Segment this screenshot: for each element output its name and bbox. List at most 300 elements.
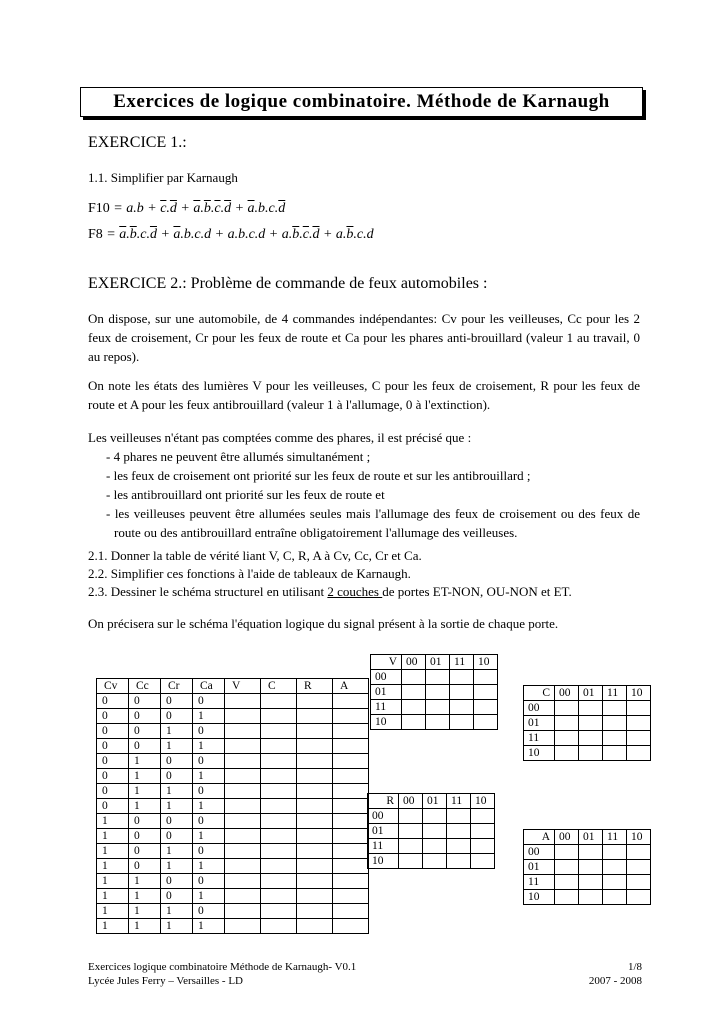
table-cell: 0 (97, 739, 129, 754)
table-cell[interactable] (261, 829, 297, 844)
table-cell[interactable] (225, 919, 261, 934)
kmap-title: A (524, 830, 555, 845)
kmap-cell[interactable] (450, 700, 474, 715)
table-cell: 0 (161, 814, 193, 829)
kmap-row (371, 715, 498, 730)
table-cell[interactable] (225, 739, 261, 754)
kmap-row-label: 11 (524, 731, 555, 746)
table-cell[interactable] (333, 709, 369, 724)
table-header-cell: Cr (161, 679, 193, 694)
kmap-column-label: 01 (579, 830, 603, 845)
table-cell: 0 (193, 874, 225, 889)
kmap-cell[interactable] (450, 685, 474, 700)
footer-school: Lycée Jules Ferry – Versailles - LD (88, 975, 243, 987)
table-cell: 0 (193, 694, 225, 709)
kmap-cell[interactable] (423, 854, 447, 869)
kmap-cell[interactable] (402, 685, 426, 700)
table-cell: 0 (129, 829, 161, 844)
kmap-cell[interactable] (399, 839, 423, 854)
karnaugh-map-r (367, 793, 495, 869)
kmap-cell[interactable] (603, 701, 627, 716)
table-cell: 0 (193, 754, 225, 769)
kmap-cell[interactable] (579, 716, 603, 731)
table-row (97, 904, 369, 919)
list-item: - les feux de croisement ont priorité sur les feux de route et sur les antibrouillard ; (106, 468, 531, 483)
kmap-header-row (368, 794, 495, 809)
footer-right (589, 960, 642, 988)
formula-f10: $F10 = a.b + \overline{c}.\overline{d} + \overline{a}.\overline{b}.\overline{c}.\overline{d} + \overline{a}.b.c.\overline{d}$ (88, 201, 286, 216)
table-cell: 0 (161, 874, 193, 889)
table-cell: 1 (129, 874, 161, 889)
kmap-column-label: 01 (579, 686, 603, 701)
table-cell[interactable] (225, 844, 261, 859)
table-cell[interactable] (261, 784, 297, 799)
table-cell[interactable] (333, 814, 369, 829)
kmap-row (368, 824, 495, 839)
table-cell[interactable] (333, 844, 369, 859)
table-cell[interactable] (261, 799, 297, 814)
table-cell: 1 (161, 904, 193, 919)
table-cell: 1 (129, 799, 161, 814)
kmap-cell[interactable] (579, 890, 603, 905)
kmap-cell[interactable] (474, 715, 498, 730)
table-cell[interactable] (261, 904, 297, 919)
kmap-cell[interactable] (579, 746, 603, 761)
kmap-row (368, 809, 495, 824)
kmap-cell[interactable] (627, 845, 651, 860)
table-cell[interactable] (333, 754, 369, 769)
paragraph-states: On note les états des lumières V pour les veilleuses, C pour les feux de croisement, R pour les feux de route et A pour les feux antibrouillard (valeur 1 à l'allumage, 0 à l'extinction). (88, 378, 640, 412)
list-item: - les veilleuses peuvent être allumées seules mais l'allumage des feux de croisement ou des feux de route ou des antibrouillard entraîne obligatoirement l'allumage des veilleuses. (106, 506, 640, 540)
table-cell[interactable] (297, 784, 333, 799)
table-row (97, 724, 369, 739)
table-cell: 0 (161, 709, 193, 724)
kmap-cell[interactable] (402, 700, 426, 715)
table-cell: 1 (97, 904, 129, 919)
kmap-cell[interactable] (555, 860, 579, 875)
table-cell[interactable] (297, 754, 333, 769)
table-cell[interactable] (297, 829, 333, 844)
table-cell[interactable] (297, 919, 333, 934)
kmap-cell[interactable] (627, 875, 651, 890)
kmap-cell[interactable] (447, 839, 471, 854)
question-2-3: 2.3. Dessiner le schéma structurel en utilisant 2 couches de portes ET-NON, OU-NON et ET. (88, 584, 572, 599)
question-2-2: 2.2. Simplifier ces fonctions à l'aide de tableaux de Karnaugh. (88, 566, 411, 581)
table-cell[interactable] (225, 904, 261, 919)
table-cell: 1 (161, 739, 193, 754)
table-row (97, 799, 369, 814)
table-cell: 1 (129, 769, 161, 784)
kmap-cell[interactable] (426, 715, 450, 730)
table-cell[interactable] (333, 904, 369, 919)
kmap-cell[interactable] (474, 685, 498, 700)
kmap-row (524, 860, 651, 875)
kmap-title: R (368, 794, 399, 809)
table-cell[interactable] (261, 874, 297, 889)
list-item: - les antibrouillard ont priorité sur les feux de route et (106, 487, 385, 502)
table-cell[interactable] (261, 754, 297, 769)
karnaugh-map-v (370, 654, 498, 730)
kmap-cell[interactable] (402, 715, 426, 730)
footer-left (88, 960, 356, 988)
table-header-cell: V (225, 679, 261, 694)
kmap-column-label: 00 (399, 794, 423, 809)
table-cell: 1 (193, 919, 225, 934)
kmap-row (524, 716, 651, 731)
table-cell: 0 (129, 739, 161, 754)
table-cell: 1 (193, 829, 225, 844)
table-cell[interactable] (225, 829, 261, 844)
table-header-cell: R (297, 679, 333, 694)
table-cell[interactable] (333, 889, 369, 904)
table-cell: 0 (97, 709, 129, 724)
formula-f8: $F8 = \overline{a}.\overline{b}.c.\overline{d} + \overline{a}.b.c.d + a.b.c.d + a.\overline{b}.\overline{c}.\overline{d} + a.\overline{b}.c.d$ (88, 227, 374, 242)
table-cell[interactable] (261, 739, 297, 754)
table-cell: 0 (193, 784, 225, 799)
kmap-row (524, 845, 651, 860)
kmap-cell[interactable] (627, 860, 651, 875)
kmap-cell[interactable] (399, 824, 423, 839)
kmap-cell[interactable] (474, 670, 498, 685)
table-cell: 1 (129, 754, 161, 769)
kmap-cell[interactable] (471, 809, 495, 824)
footer-document-name: Exercices logique combinatoire Méthode de Karnaugh- V0.1 (88, 961, 357, 973)
table-cell[interactable] (297, 814, 333, 829)
table-cell: 0 (161, 694, 193, 709)
table-cell: 1 (97, 814, 129, 829)
kmap-cell[interactable] (450, 715, 474, 730)
kmap-column-label: 10 (471, 794, 495, 809)
table-cell[interactable] (297, 889, 333, 904)
kmap-column-label: 01 (423, 794, 447, 809)
document-title: Exercices de logique combinatoire. Méthode de Karnaugh (80, 87, 643, 117)
table-cell: 0 (129, 724, 161, 739)
kmap-header-row (524, 686, 651, 701)
table-cell: 0 (193, 904, 225, 919)
kmap-cell[interactable] (447, 824, 471, 839)
table-row (97, 709, 369, 724)
kmap-cell[interactable] (426, 700, 450, 715)
kmap-cell[interactable] (579, 845, 603, 860)
table-cell[interactable] (225, 754, 261, 769)
exercise-2-heading: EXERCICE 2.: Problème de commande de feux automobiles : (88, 275, 488, 292)
table-cell[interactable] (297, 844, 333, 859)
table-cell: 1 (161, 799, 193, 814)
table-cell[interactable] (297, 859, 333, 874)
table-cell[interactable] (261, 889, 297, 904)
table-cell[interactable] (333, 919, 369, 934)
table-cell[interactable] (333, 694, 369, 709)
table-cell: 0 (161, 769, 193, 784)
table-cell: 0 (129, 694, 161, 709)
kmap-cell[interactable] (399, 809, 423, 824)
kmap-row-label: 10 (524, 746, 555, 761)
kmap-cell[interactable] (603, 845, 627, 860)
table-cell: 0 (193, 814, 225, 829)
kmap-column-label: 11 (603, 830, 627, 845)
kmap-cell[interactable] (555, 701, 579, 716)
table-row (97, 829, 369, 844)
table-cell[interactable] (333, 799, 369, 814)
kmap-row-label: 00 (524, 701, 555, 716)
table-cell[interactable] (225, 799, 261, 814)
kmap-cell[interactable] (447, 854, 471, 869)
table-cell: 1 (97, 874, 129, 889)
table-cell[interactable] (297, 709, 333, 724)
table-cell: 1 (129, 889, 161, 904)
table-cell: 1 (193, 859, 225, 874)
kmap-cell[interactable] (555, 731, 579, 746)
table-cell: 1 (129, 784, 161, 799)
table-cell: 1 (193, 739, 225, 754)
table-cell: 0 (97, 799, 129, 814)
table-cell: 0 (161, 754, 193, 769)
kmap-cell[interactable] (603, 860, 627, 875)
table-cell[interactable] (297, 694, 333, 709)
table-cell[interactable] (297, 904, 333, 919)
question-2-1: 2.1. Donner la table de vérité liant V, C, R, A à Cv, Cc, Cr et Ca. (88, 548, 422, 563)
table-row (97, 844, 369, 859)
table-header-cell: C (261, 679, 297, 694)
table-cell[interactable] (333, 784, 369, 799)
kmap-cell[interactable] (555, 716, 579, 731)
table-cell: 1 (193, 769, 225, 784)
table-cell[interactable] (333, 724, 369, 739)
paragraph-commands: On dispose, sur une automobile, de 4 commandes indépendantes: Cv pour les veilleuses, Cc pour les 2 feux de croisement, Cr pour les feux de route et Ca pour les phares anti-brouillard (valeur 1 au travail, 0 au repos). (88, 311, 640, 364)
kmap-title: C (524, 686, 555, 701)
table-cell[interactable] (261, 844, 297, 859)
table-row (97, 814, 369, 829)
table-row (97, 754, 369, 769)
question-1-1: 1.1. Simplifier par Karnaugh (88, 170, 238, 185)
kmap-column-label: 00 (402, 655, 426, 670)
table-row (97, 769, 369, 784)
table-header-cell: Ca (193, 679, 225, 694)
paragraph-schema-note: On précisera sur le schéma l'équation logique du signal présent à la sortie de chaque porte. (88, 616, 559, 631)
table-cell[interactable] (333, 859, 369, 874)
table-cell: 0 (129, 814, 161, 829)
table-cell[interactable] (297, 799, 333, 814)
kmap-cell[interactable] (627, 716, 651, 731)
table-cell[interactable] (225, 724, 261, 739)
table-cell: 1 (129, 919, 161, 934)
table-cell[interactable] (261, 919, 297, 934)
kmap-cell[interactable] (555, 890, 579, 905)
kmap-cell[interactable] (627, 890, 651, 905)
table-cell: 0 (97, 754, 129, 769)
table-cell: 1 (161, 724, 193, 739)
kmap-column-label: 10 (627, 830, 651, 845)
kmap-row (524, 701, 651, 716)
kmap-cell[interactable] (471, 854, 495, 869)
kmap-cell[interactable] (423, 824, 447, 839)
table-cell: 0 (97, 769, 129, 784)
table-cell[interactable] (261, 859, 297, 874)
table-cell: 1 (193, 799, 225, 814)
kmap-cell[interactable] (399, 854, 423, 869)
table-cell[interactable] (225, 814, 261, 829)
table-cell[interactable] (261, 769, 297, 784)
table-cell: 1 (97, 919, 129, 934)
table-cell: 1 (161, 859, 193, 874)
kmap-title: V (371, 655, 402, 670)
kmap-column-label: 01 (426, 655, 450, 670)
kmap-column-label: 11 (603, 686, 627, 701)
table-cell[interactable] (225, 784, 261, 799)
table-cell: 0 (161, 829, 193, 844)
table-cell: 0 (161, 889, 193, 904)
kmap-cell[interactable] (603, 731, 627, 746)
kmap-row-label: 00 (524, 845, 555, 860)
table-row (97, 919, 369, 934)
table-cell[interactable] (333, 829, 369, 844)
table-cell[interactable] (225, 694, 261, 709)
table-cell: 1 (97, 829, 129, 844)
paragraph-constraints-intro: Les veilleuses n'étant pas comptées comme des phares, il est précisé que : (88, 430, 472, 445)
constraints-list (88, 447, 640, 542)
kmap-cell[interactable] (423, 809, 447, 824)
kmap-cell[interactable] (555, 875, 579, 890)
kmap-cell[interactable] (426, 685, 450, 700)
kmap-row-label: 01 (371, 685, 402, 700)
table-cell[interactable] (333, 769, 369, 784)
table-cell: 0 (97, 694, 129, 709)
kmap-cell[interactable] (426, 670, 450, 685)
table-row (97, 739, 369, 754)
kmap-row-label: 11 (524, 875, 555, 890)
school-year: 2007 - 2008 (588, 975, 642, 987)
table-cell: 0 (97, 724, 129, 739)
table-cell: 0 (129, 859, 161, 874)
kmap-cell[interactable] (579, 860, 603, 875)
table-cell[interactable] (261, 709, 297, 724)
kmap-header-row (371, 655, 498, 670)
kmap-cell[interactable] (450, 670, 474, 685)
table-cell[interactable] (225, 874, 261, 889)
table-header-cell: Cc (129, 679, 161, 694)
kmap-cell[interactable] (603, 890, 627, 905)
kmap-cell[interactable] (474, 700, 498, 715)
kmap-cell[interactable] (579, 875, 603, 890)
table-cell: 0 (129, 709, 161, 724)
kmap-row-label: 10 (371, 715, 402, 730)
table-cell[interactable] (225, 859, 261, 874)
kmap-row-label: 01 (524, 860, 555, 875)
table-row (97, 859, 369, 874)
kmap-cell[interactable] (627, 701, 651, 716)
table-cell[interactable] (261, 694, 297, 709)
kmap-cell[interactable] (555, 746, 579, 761)
kmap-cell[interactable] (579, 731, 603, 746)
table-cell: 0 (129, 844, 161, 859)
kmap-header-row (524, 830, 651, 845)
kmap-row (368, 854, 495, 869)
kmap-cell[interactable] (402, 670, 426, 685)
kmap-column-label: 11 (450, 655, 474, 670)
truth-table (96, 678, 369, 934)
kmap-cell[interactable] (603, 716, 627, 731)
kmap-cell[interactable] (423, 839, 447, 854)
table-cell[interactable] (333, 739, 369, 754)
kmap-row-label: 11 (368, 839, 399, 854)
table-cell[interactable] (261, 724, 297, 739)
kmap-cell[interactable] (447, 809, 471, 824)
kmap-cell[interactable] (471, 839, 495, 854)
table-cell: 0 (193, 724, 225, 739)
kmap-row-label: 00 (368, 809, 399, 824)
kmap-column-label: 00 (555, 686, 579, 701)
table-cell: 1 (161, 784, 193, 799)
kmap-column-label: 11 (447, 794, 471, 809)
table-cell: 1 (97, 859, 129, 874)
table-cell: 0 (193, 844, 225, 859)
kmap-row-label: 10 (524, 890, 555, 905)
kmap-row (368, 839, 495, 854)
table-cell: 1 (193, 889, 225, 904)
kmap-row (371, 700, 498, 715)
table-cell[interactable] (225, 709, 261, 724)
table-cell: 1 (161, 844, 193, 859)
kmap-cell[interactable] (603, 875, 627, 890)
table-cell: 1 (129, 904, 161, 919)
table-cell[interactable] (297, 739, 333, 754)
kmap-cell[interactable] (555, 845, 579, 860)
karnaugh-map-a (523, 829, 651, 905)
table-header-row (97, 679, 369, 694)
kmap-cell[interactable] (627, 746, 651, 761)
kmap-row (524, 875, 651, 890)
table-cell[interactable] (297, 769, 333, 784)
table-row (97, 889, 369, 904)
table-cell[interactable] (261, 814, 297, 829)
kmap-row (371, 670, 498, 685)
table-cell: 1 (161, 919, 193, 934)
kmap-row (524, 746, 651, 761)
kmap-column-label: 10 (627, 686, 651, 701)
kmap-row-label: 10 (368, 854, 399, 869)
kmap-row-label: 01 (368, 824, 399, 839)
kmap-column-label: 10 (474, 655, 498, 670)
table-row (97, 874, 369, 889)
table-cell[interactable] (225, 889, 261, 904)
kmap-cell[interactable] (627, 731, 651, 746)
page-number: 1/8 (627, 961, 642, 973)
table-row (97, 694, 369, 709)
table-row (97, 784, 369, 799)
list-item: - 4 phares ne peuvent être allumés simultanément ; (106, 449, 371, 464)
kmap-row (524, 731, 651, 746)
kmap-row-label: 01 (524, 716, 555, 731)
table-cell[interactable] (333, 874, 369, 889)
table-cell: 0 (97, 784, 129, 799)
kmap-row-label: 00 (371, 670, 402, 685)
kmap-cell[interactable] (579, 701, 603, 716)
table-header-cell: Cv (97, 679, 129, 694)
kmap-cell[interactable] (603, 746, 627, 761)
exercise-1-heading: EXERCICE 1.: (88, 134, 187, 151)
kmap-column-label: 00 (555, 830, 579, 845)
table-cell: 1 (97, 844, 129, 859)
kmap-row (524, 890, 651, 905)
table-cell[interactable] (225, 769, 261, 784)
table-cell: 1 (97, 889, 129, 904)
karnaugh-map-c (523, 685, 651, 761)
table-cell[interactable] (297, 724, 333, 739)
table-cell[interactable] (297, 874, 333, 889)
kmap-cell[interactable] (471, 824, 495, 839)
kmap-row (371, 685, 498, 700)
kmap-row-label: 11 (371, 700, 402, 715)
